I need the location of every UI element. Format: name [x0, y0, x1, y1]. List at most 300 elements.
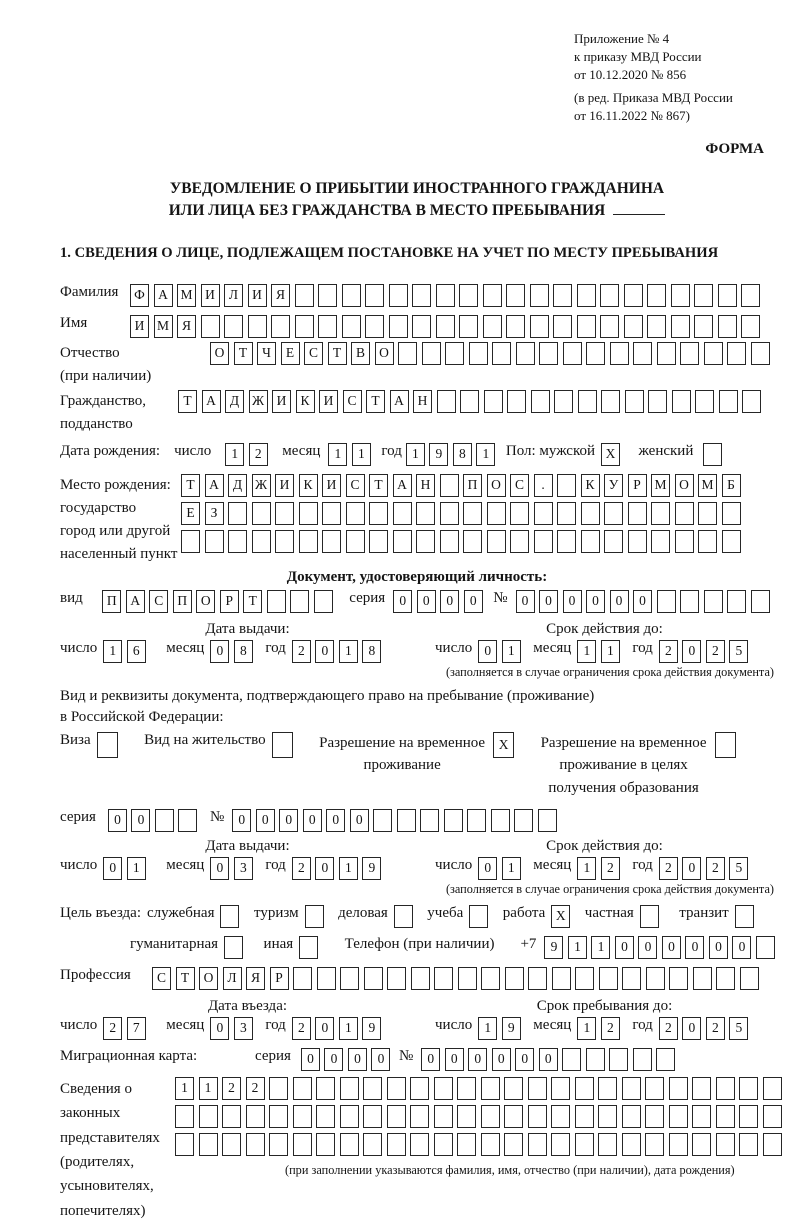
char-box[interactable]: [506, 315, 525, 338]
char-box[interactable]: Т: [178, 390, 197, 413]
char-box[interactable]: [671, 315, 690, 338]
char-box[interactable]: .: [534, 474, 553, 497]
char-box[interactable]: [651, 502, 670, 525]
char-box[interactable]: 1: [601, 640, 620, 663]
char-box[interactable]: И: [130, 315, 149, 338]
char-box[interactable]: 2: [706, 1017, 725, 1040]
char-box[interactable]: Б: [722, 474, 741, 497]
char-box[interactable]: [481, 1077, 500, 1100]
char-box[interactable]: [364, 967, 383, 990]
char-box[interactable]: [275, 502, 294, 525]
char-box[interactable]: А: [205, 474, 224, 497]
char-box[interactable]: [716, 1133, 735, 1156]
char-box[interactable]: 1: [328, 443, 347, 466]
char-box[interactable]: [551, 1077, 570, 1100]
char-box[interactable]: Ф: [130, 284, 149, 307]
char-box[interactable]: [387, 967, 406, 990]
char-box[interactable]: О: [199, 967, 218, 990]
char-box[interactable]: 0: [440, 590, 459, 613]
char-box[interactable]: 1: [577, 640, 596, 663]
purpose-official-checkbox[interactable]: [220, 905, 239, 928]
char-box[interactable]: [763, 1105, 782, 1128]
char-box[interactable]: С: [346, 474, 365, 497]
char-box[interactable]: [373, 809, 392, 832]
char-box[interactable]: [718, 315, 737, 338]
char-box[interactable]: [199, 1105, 218, 1128]
char-box[interactable]: [586, 1048, 605, 1071]
char-box[interactable]: 0: [303, 809, 322, 832]
char-box[interactable]: Д: [228, 474, 247, 497]
char-box[interactable]: [363, 1077, 382, 1100]
char-box[interactable]: [694, 284, 713, 307]
temp-permit-edu-checkbox[interactable]: [715, 732, 736, 758]
char-box[interactable]: 1: [352, 443, 371, 466]
char-box[interactable]: [460, 390, 479, 413]
char-box[interactable]: А: [126, 590, 145, 613]
char-box[interactable]: 2: [246, 1077, 265, 1100]
char-box[interactable]: 0: [586, 590, 605, 613]
char-box[interactable]: С: [152, 967, 171, 990]
char-box[interactable]: [672, 390, 691, 413]
char-box[interactable]: 0: [232, 809, 251, 832]
char-box[interactable]: 0: [682, 1017, 701, 1040]
char-box[interactable]: 1: [225, 443, 244, 466]
char-box[interactable]: 0: [256, 809, 275, 832]
char-box[interactable]: [178, 809, 197, 832]
char-box[interactable]: 0: [638, 936, 657, 959]
char-box[interactable]: 0: [682, 857, 701, 880]
char-box[interactable]: 8: [362, 640, 381, 663]
char-box[interactable]: 9: [429, 443, 448, 466]
char-box[interactable]: [645, 1133, 664, 1156]
char-box[interactable]: [718, 284, 737, 307]
char-box[interactable]: 9: [544, 936, 563, 959]
char-box[interactable]: [671, 284, 690, 307]
char-box[interactable]: [727, 590, 746, 613]
char-box[interactable]: [436, 284, 455, 307]
char-box[interactable]: [317, 967, 336, 990]
char-box[interactable]: [504, 1133, 523, 1156]
char-box[interactable]: [340, 1133, 359, 1156]
char-box[interactable]: И: [322, 474, 341, 497]
char-box[interactable]: [530, 284, 549, 307]
char-box[interactable]: [554, 390, 573, 413]
char-box[interactable]: 0: [301, 1048, 320, 1071]
char-box[interactable]: [604, 530, 623, 553]
char-box[interactable]: 2: [601, 1017, 620, 1040]
char-box[interactable]: [295, 284, 314, 307]
char-box[interactable]: 6: [127, 640, 146, 663]
char-box[interactable]: [600, 315, 619, 338]
char-box[interactable]: Р: [628, 474, 647, 497]
char-box[interactable]: [316, 1105, 335, 1128]
char-box[interactable]: [437, 390, 456, 413]
char-box[interactable]: [269, 1133, 288, 1156]
char-box[interactable]: 0: [131, 809, 150, 832]
char-box[interactable]: [411, 967, 430, 990]
char-box[interactable]: [412, 315, 431, 338]
char-box[interactable]: [581, 502, 600, 525]
char-box[interactable]: [420, 809, 439, 832]
char-box[interactable]: [393, 502, 412, 525]
char-box[interactable]: [505, 967, 524, 990]
char-box[interactable]: Р: [270, 967, 289, 990]
char-box[interactable]: О: [487, 474, 506, 497]
char-box[interactable]: З: [205, 502, 224, 525]
char-box[interactable]: [314, 590, 333, 613]
char-box[interactable]: И: [201, 284, 220, 307]
char-box[interactable]: [444, 809, 463, 832]
char-box[interactable]: 2: [292, 1017, 311, 1040]
char-box[interactable]: [416, 502, 435, 525]
char-box[interactable]: 2: [659, 857, 678, 880]
char-box[interactable]: В: [351, 342, 370, 365]
char-box[interactable]: [669, 1077, 688, 1100]
char-box[interactable]: [741, 284, 760, 307]
char-box[interactable]: М: [177, 284, 196, 307]
char-box[interactable]: [531, 390, 550, 413]
char-box[interactable]: [481, 967, 500, 990]
char-box[interactable]: Т: [366, 390, 385, 413]
char-box[interactable]: [624, 284, 643, 307]
char-box[interactable]: С: [510, 474, 529, 497]
char-box[interactable]: 0: [315, 1017, 334, 1040]
char-box[interactable]: А: [393, 474, 412, 497]
char-box[interactable]: [628, 502, 647, 525]
char-box[interactable]: [763, 1133, 782, 1156]
char-box[interactable]: [459, 284, 478, 307]
char-box[interactable]: [742, 390, 761, 413]
char-box[interactable]: К: [581, 474, 600, 497]
char-box[interactable]: [763, 1077, 782, 1100]
char-box[interactable]: [586, 342, 605, 365]
char-box[interactable]: [389, 284, 408, 307]
char-box[interactable]: 5: [729, 640, 748, 663]
char-box[interactable]: [514, 809, 533, 832]
char-box[interactable]: С: [343, 390, 362, 413]
char-box[interactable]: [387, 1133, 406, 1156]
char-box[interactable]: Ж: [252, 474, 271, 497]
char-box[interactable]: 2: [659, 1017, 678, 1040]
char-box[interactable]: [199, 1133, 218, 1156]
char-box[interactable]: [318, 315, 337, 338]
char-box[interactable]: [487, 530, 506, 553]
char-box[interactable]: [365, 315, 384, 338]
char-box[interactable]: 1: [476, 443, 495, 466]
char-box[interactable]: Т: [181, 474, 200, 497]
char-box[interactable]: 2: [292, 640, 311, 663]
char-box[interactable]: [604, 502, 623, 525]
char-box[interactable]: [534, 530, 553, 553]
purpose-humanitarian-checkbox[interactable]: [224, 936, 243, 959]
char-box[interactable]: [739, 1077, 758, 1100]
char-box[interactable]: А: [202, 390, 221, 413]
char-box[interactable]: Н: [413, 390, 432, 413]
char-box[interactable]: 1: [339, 1017, 358, 1040]
char-box[interactable]: Н: [416, 474, 435, 497]
char-box[interactable]: [467, 809, 486, 832]
char-box[interactable]: [293, 1077, 312, 1100]
char-box[interactable]: С: [149, 590, 168, 613]
char-box[interactable]: [530, 315, 549, 338]
char-box[interactable]: [434, 1133, 453, 1156]
char-box[interactable]: [389, 315, 408, 338]
char-box[interactable]: [410, 1105, 429, 1128]
char-box[interactable]: 8: [453, 443, 472, 466]
char-box[interactable]: [463, 502, 482, 525]
char-box[interactable]: [387, 1077, 406, 1100]
char-box[interactable]: 0: [685, 936, 704, 959]
char-box[interactable]: [698, 530, 717, 553]
char-box[interactable]: [551, 1133, 570, 1156]
char-box[interactable]: [222, 1105, 241, 1128]
char-box[interactable]: 0: [210, 1017, 229, 1040]
char-box[interactable]: [397, 809, 416, 832]
char-box[interactable]: [181, 530, 200, 553]
char-box[interactable]: [410, 1133, 429, 1156]
char-box[interactable]: [492, 342, 511, 365]
char-box[interactable]: [410, 1077, 429, 1100]
sex-female-checkbox[interactable]: [703, 443, 722, 466]
char-box[interactable]: [722, 530, 741, 553]
char-box[interactable]: [434, 1105, 453, 1128]
char-box[interactable]: О: [196, 590, 215, 613]
purpose-private-checkbox[interactable]: [640, 905, 659, 928]
char-box[interactable]: [322, 530, 341, 553]
char-box[interactable]: 3: [234, 1017, 253, 1040]
char-box[interactable]: [633, 342, 652, 365]
char-box[interactable]: [528, 1133, 547, 1156]
char-box[interactable]: 0: [478, 640, 497, 663]
char-box[interactable]: Я: [246, 967, 265, 990]
char-box[interactable]: [510, 502, 529, 525]
char-box[interactable]: [293, 1105, 312, 1128]
char-box[interactable]: [252, 502, 271, 525]
char-box[interactable]: [434, 967, 453, 990]
char-box[interactable]: [698, 502, 717, 525]
char-box[interactable]: [463, 530, 482, 553]
char-box[interactable]: [601, 390, 620, 413]
char-box[interactable]: 0: [393, 590, 412, 613]
char-box[interactable]: [557, 474, 576, 497]
char-box[interactable]: [365, 284, 384, 307]
char-box[interactable]: [275, 530, 294, 553]
char-box[interactable]: 0: [563, 590, 582, 613]
purpose-other-checkbox[interactable]: [299, 936, 318, 959]
char-box[interactable]: 0: [326, 809, 345, 832]
purpose-study-checkbox[interactable]: [469, 905, 488, 928]
char-box[interactable]: [740, 967, 759, 990]
char-box[interactable]: [577, 284, 596, 307]
char-box[interactable]: 1: [478, 1017, 497, 1040]
char-box[interactable]: [299, 502, 318, 525]
char-box[interactable]: [459, 315, 478, 338]
char-box[interactable]: [224, 315, 243, 338]
char-box[interactable]: П: [102, 590, 121, 613]
char-box[interactable]: [622, 1077, 641, 1100]
char-box[interactable]: 0: [108, 809, 127, 832]
char-box[interactable]: [271, 315, 290, 338]
char-box[interactable]: [528, 967, 547, 990]
char-box[interactable]: 0: [279, 809, 298, 832]
char-box[interactable]: Я: [177, 315, 196, 338]
char-box[interactable]: 0: [615, 936, 634, 959]
char-box[interactable]: [669, 1133, 688, 1156]
char-box[interactable]: [440, 502, 459, 525]
char-box[interactable]: Р: [220, 590, 239, 613]
char-box[interactable]: 1: [406, 443, 425, 466]
char-box[interactable]: [575, 967, 594, 990]
char-box[interactable]: [340, 967, 359, 990]
char-box[interactable]: [648, 390, 667, 413]
char-box[interactable]: 1: [127, 857, 146, 880]
char-box[interactable]: [538, 809, 557, 832]
char-box[interactable]: [751, 342, 770, 365]
char-box[interactable]: Т: [369, 474, 388, 497]
char-box[interactable]: [436, 315, 455, 338]
char-box[interactable]: 1: [175, 1077, 194, 1100]
char-box[interactable]: [363, 1105, 382, 1128]
char-box[interactable]: [393, 530, 412, 553]
purpose-transit-checkbox[interactable]: [735, 905, 754, 928]
char-box[interactable]: [290, 590, 309, 613]
char-box[interactable]: [598, 1077, 617, 1100]
char-box[interactable]: Д: [225, 390, 244, 413]
purpose-work-checkbox[interactable]: X: [551, 905, 570, 928]
char-box[interactable]: [692, 1105, 711, 1128]
char-box[interactable]: [434, 1077, 453, 1100]
visa-checkbox[interactable]: [97, 732, 118, 758]
char-box[interactable]: Т: [243, 590, 262, 613]
char-box[interactable]: [647, 315, 666, 338]
char-box[interactable]: [528, 1105, 547, 1128]
char-box[interactable]: [598, 1105, 617, 1128]
char-box[interactable]: [175, 1133, 194, 1156]
char-box[interactable]: [622, 967, 641, 990]
char-box[interactable]: И: [319, 390, 338, 413]
char-box[interactable]: И: [248, 284, 267, 307]
char-box[interactable]: У: [604, 474, 623, 497]
char-box[interactable]: [600, 284, 619, 307]
char-box[interactable]: И: [272, 390, 291, 413]
char-box[interactable]: М: [154, 315, 173, 338]
char-box[interactable]: [716, 967, 735, 990]
char-box[interactable]: [440, 530, 459, 553]
char-box[interactable]: 0: [421, 1048, 440, 1071]
char-box[interactable]: 1: [103, 640, 122, 663]
char-box[interactable]: 1: [339, 857, 358, 880]
char-box[interactable]: [201, 315, 220, 338]
char-box[interactable]: 0: [464, 590, 483, 613]
char-box[interactable]: [657, 590, 676, 613]
char-box[interactable]: 0: [371, 1048, 390, 1071]
char-box[interactable]: С: [304, 342, 323, 365]
char-box[interactable]: [739, 1105, 758, 1128]
char-box[interactable]: [483, 284, 502, 307]
char-box[interactable]: [716, 1077, 735, 1100]
char-box[interactable]: [295, 315, 314, 338]
char-box[interactable]: [222, 1133, 241, 1156]
char-box[interactable]: [575, 1133, 594, 1156]
char-box[interactable]: [246, 1105, 265, 1128]
char-box[interactable]: 0: [516, 590, 535, 613]
char-box[interactable]: [457, 1133, 476, 1156]
purpose-tourism-checkbox[interactable]: [305, 905, 324, 928]
char-box[interactable]: Ж: [249, 390, 268, 413]
char-box[interactable]: [228, 530, 247, 553]
char-box[interactable]: 0: [315, 857, 334, 880]
char-box[interactable]: [675, 502, 694, 525]
char-box[interactable]: 0: [468, 1048, 487, 1071]
char-box[interactable]: 1: [568, 936, 587, 959]
char-box[interactable]: [483, 315, 502, 338]
char-box[interactable]: [609, 1048, 628, 1071]
char-box[interactable]: 0: [682, 640, 701, 663]
char-box[interactable]: [553, 315, 572, 338]
char-box[interactable]: [645, 1077, 664, 1100]
char-box[interactable]: [695, 390, 714, 413]
char-box[interactable]: [722, 502, 741, 525]
char-box[interactable]: [727, 342, 746, 365]
char-box[interactable]: 0: [445, 1048, 464, 1071]
char-box[interactable]: [481, 1133, 500, 1156]
char-box[interactable]: [269, 1105, 288, 1128]
char-box[interactable]: [756, 936, 775, 959]
char-box[interactable]: [318, 284, 337, 307]
char-box[interactable]: [469, 342, 488, 365]
char-box[interactable]: [416, 530, 435, 553]
char-box[interactable]: [628, 530, 647, 553]
char-box[interactable]: [316, 1077, 335, 1100]
char-box[interactable]: [369, 530, 388, 553]
char-box[interactable]: 2: [659, 640, 678, 663]
char-box[interactable]: [504, 1077, 523, 1100]
char-box[interactable]: [647, 284, 666, 307]
char-box[interactable]: 1: [591, 936, 610, 959]
char-box[interactable]: [578, 390, 597, 413]
char-box[interactable]: [669, 1105, 688, 1128]
char-box[interactable]: 0: [417, 590, 436, 613]
char-box[interactable]: 0: [539, 1048, 558, 1071]
char-box[interactable]: [716, 1105, 735, 1128]
char-box[interactable]: О: [210, 342, 229, 365]
char-box[interactable]: [252, 530, 271, 553]
char-box[interactable]: [487, 502, 506, 525]
char-box[interactable]: [228, 502, 247, 525]
char-box[interactable]: Л: [223, 967, 242, 990]
char-box[interactable]: Т: [234, 342, 253, 365]
char-box[interactable]: 0: [492, 1048, 511, 1071]
char-box[interactable]: [704, 590, 723, 613]
char-box[interactable]: 1: [577, 1017, 596, 1040]
char-box[interactable]: Т: [328, 342, 347, 365]
char-box[interactable]: 8: [234, 640, 253, 663]
char-box[interactable]: 0: [633, 590, 652, 613]
char-box[interactable]: 2: [601, 857, 620, 880]
char-box[interactable]: [398, 342, 417, 365]
char-box[interactable]: [539, 342, 558, 365]
char-box[interactable]: О: [375, 342, 394, 365]
char-box[interactable]: [610, 342, 629, 365]
char-box[interactable]: А: [390, 390, 409, 413]
char-box[interactable]: [457, 1105, 476, 1128]
char-box[interactable]: [680, 590, 699, 613]
char-box[interactable]: [340, 1077, 359, 1100]
char-box[interactable]: 0: [515, 1048, 534, 1071]
char-box[interactable]: 0: [348, 1048, 367, 1071]
char-box[interactable]: [246, 1133, 265, 1156]
char-box[interactable]: [346, 530, 365, 553]
